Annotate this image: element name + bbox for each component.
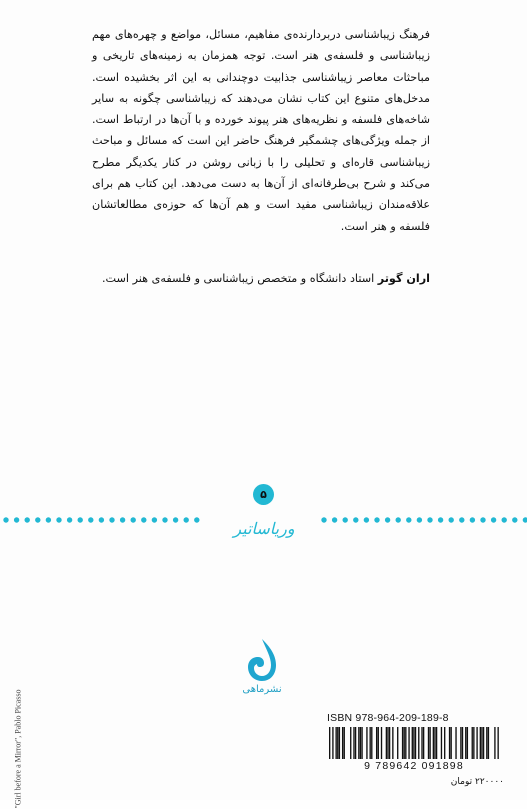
isbn-label: ISBN 978-964-209-189-8: [327, 712, 449, 724]
barcode-bar: [429, 727, 430, 759]
author-name: اران گوتر: [377, 272, 430, 285]
price-label: ۲۲۰۰۰۰ تومان: [450, 777, 504, 787]
barcode-bar: [389, 727, 390, 759]
barcode-bar: [436, 727, 437, 759]
barcode-bar: [413, 727, 414, 759]
barcode-bar: [494, 727, 495, 759]
barcode-bar: [361, 727, 362, 759]
barcode-bar: [497, 727, 498, 759]
series-dotted-band: [0, 510, 527, 550]
barcode-bar: [483, 727, 484, 759]
barcode-bar: [386, 727, 387, 759]
author-bio: [78, 272, 430, 285]
barcode-bar: [444, 727, 445, 759]
series-logo: [0, 510, 527, 550]
barcode-bar: [441, 727, 442, 759]
barcode-bar: [405, 727, 406, 759]
barcode-bar: [350, 727, 351, 759]
barcode-bar: [366, 727, 367, 759]
barcode-bar: [397, 727, 398, 759]
barcode-bar: [337, 727, 338, 759]
barcode-bar: [476, 727, 477, 759]
author-description: استاد دانشگاه و متخصص زیباشناسی و فلسفه‌ی هنر است.: [101, 272, 375, 285]
barcode-bar: [486, 727, 487, 759]
barcode-bar: [376, 727, 377, 759]
barcode-bar: [467, 727, 468, 759]
barcode-bar: [381, 727, 382, 759]
barcode-bar: [460, 727, 461, 759]
barcode-bar: [455, 727, 456, 759]
cover-art-credit: "Girl before a Mirror", Pablo Picasso: [13, 689, 23, 809]
barcode-bar: [402, 727, 403, 759]
barcode-bar: [332, 727, 333, 759]
barcode-bar: [480, 727, 481, 759]
barcode-bar: [392, 727, 393, 759]
barcode-bar: [371, 727, 372, 759]
barcode-bar: [472, 727, 473, 759]
barcode-bar: [353, 727, 354, 759]
barcode-bar: [418, 727, 419, 759]
barcode-bar: [404, 727, 405, 759]
series-volume-badge: [253, 484, 274, 505]
barcode-bar: [451, 727, 452, 759]
barcode-bar: [329, 727, 330, 759]
barcode-bar: [412, 727, 413, 759]
barcode-bar: [465, 727, 466, 759]
barcode-bar: [335, 727, 336, 759]
barcode-bar: [342, 727, 343, 759]
barcode-digits: 9 789642 091898: [364, 760, 464, 772]
barcode-bar: [488, 727, 489, 759]
blurb-text: فرهنگ زیباشناسی دربردارنده‌ی مفاهیم، مسائل، مواضع و چهره‌های مهم زیباشناسی و فلسفه‌ی هنر است. توجه همزمان به زمینه‌های تاریخی و مباحثات معاصر زیباشناسی جذابیت دوچندانی به این اثر بخشیده است. مدخل‌های متنوع این کتاب نشان می‌دهند که زیباشناسی چگونه به سایر شاخه‌های فلسفه و نظریه‌های هنر پیوند خورده و با آن‌ها در ارتباط است. از جمله ویژگی‌های چشمگیر فرهنگ حاضر این است که مسائل و مباحث زیباشناسی قاره‌ای و تحلیلی را با زبانی روشن در کنار یکدیگر مطرح می‌کند و شرح بی‌طرفانه‌ای از آن‌ها به دست می‌دهد. این کتاب هم برای علاقه‌مندان زیباشناسی مفید است و هم آن‌ها که حوزه‌ی مطالعاتشان فلسفه و هنر است.: [92, 28, 430, 233]
barcode-bar: [360, 727, 361, 759]
barcode-bar: [434, 727, 435, 759]
barcode-bar: [421, 727, 422, 759]
barcode: [327, 727, 501, 759]
barcode-bar: [355, 727, 356, 759]
barcode-bar: [415, 727, 416, 759]
barcode-bar: [423, 727, 424, 759]
barcode-bar: [358, 727, 359, 759]
barcode-bar: [378, 727, 379, 759]
barcode-bar: [339, 727, 340, 759]
barcode-bar: [428, 727, 429, 759]
barcode-bar: [473, 727, 474, 759]
series-volume-number: ۵: [260, 488, 267, 501]
barcode-bar: [408, 727, 409, 759]
barcode-bar: [481, 727, 482, 759]
barcode-bar: [449, 727, 450, 759]
barcode-bar: [370, 727, 371, 759]
back-cover-blurb: [92, 24, 430, 237]
barcode-bar: [433, 727, 434, 759]
barcode-bar: [387, 727, 388, 759]
publisher-name: نشرماهی: [242, 684, 282, 695]
series-logo-text: وریاساتیر: [233, 519, 295, 538]
barcode-bar: [462, 727, 463, 759]
barcode-bar: [344, 727, 345, 759]
